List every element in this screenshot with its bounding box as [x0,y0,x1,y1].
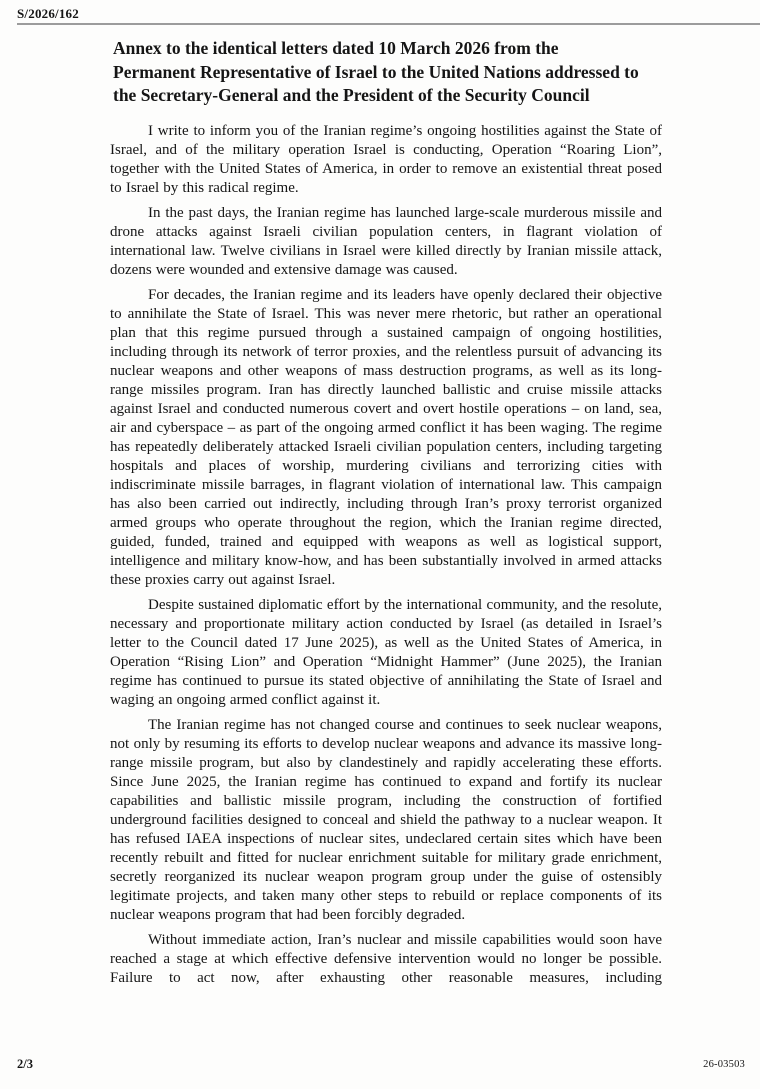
document-body [110,37,662,988]
header-rule [17,23,760,25]
body-paragraph-1: I write to inform you of the Iranian regime’s ongoing hostilities against the State of Israel, and of the military operation Israel is conducting, Operation “Roaring Lion”, together with the United States of America, in order to remove an existential threat posed to Israel by this radical regime. [110,122,662,196]
body-paragraph-4: Despite sustained diplomatic effort by the international community, and the resolute, necessary and proportionate military action conducted by Israel (as detailed in Israel’s letter to the Council dated 17 June 2025), as well as the United States of America, in Operation “Rising Lion” and Operation “Midnight Hammer” (June 2025), the Iranian regime has continued to pursue its stated objective of annihilating the State of Israel and waging an ongoing armed conflict against it. [110,596,662,708]
body-paragraph-2: In the past days, the Iranian regime has launched large-scale murderous missile and drone attacks against Israeli civilian population centers, in flagrant violation of international law. Twelve civilians in Israel were killed directly by Iranian missile attack, dozens were wounded and extensive damage was caused. [110,204,662,278]
body-paragraph-5: The Iranian regime has not changed course and continues to seek nuclear weapons, not only by resuming its efforts to develop nuclear weapons and advance its massive long-range missile program, but also by clandestinely and rapidly accelerating these efforts. Since June 2025, the Iranian regime has continued to expand and fortify its nuclear capabilities and ballistic missile program, including the construction of fortified underground facilities designed to conceal and shield the pathway to a nuclear weapon. It has refused IAEA inspections of nuclear sites, undeclared certain sites which have been recently rebuilt and fitted for nuclear enrichment suitable for military grade enrichment, secretly reorganized its nuclear weapon program group under the guise of ostensibly legitimate projects, and taken many other steps to rebuild or replace components of its nuclear weapons program that had been forcibly degraded. [110,716,662,923]
body-paragraph-3: For decades, the Iranian regime and its leaders have openly declared their objective to annihilate the State of Israel. This was never mere rhetoric, but rather an operational plan that this regime pursued through a sustained campaign of ongoing hostilities, including through its network of terror proxies, and the relentless pursuit of advancing its nuclear weapons and other weapons of mass destruction programs, as well as its long-range missiles program. Iran has directly launched ballistic and cruise missile attacks against Israel and conducted numerous covert and overt hostile operations – on land, sea, air and cyberspace – as part of the ongoing armed conflict it has been waging. The regime has repeatedly deliberately attacked Israeli civilian population centers, including targeting hospitals and places of worship, murdering civilians and terrorizing cities with indiscriminate missile barrages, in flagrant violation of international law. This campaign has also been carried out indirectly, including through Iran’s proxy terrorist organized armed groups who operate throughout the region, which the Iranian regime directed, guided, funded, trained and equipped with weapons as well as logistical support, intelligence and military know-how, and has been substantially involved in armed attacks these proxies carry out against Israel. [110,286,662,588]
document-symbol: S/2026/162 [17,6,79,21]
footer-page-number: 2/3 [17,1057,33,1071]
footer-job-number: 26-03503 [703,1059,745,1070]
body-paragraph-6: Without immediate action, Iran’s nuclear and missile capabilities would soon have reached a stage at which effective defensive intervention would no longer be possible. Failure to act now, after exhausting other reasonable measures, including [110,931,662,986]
annex-title: Annex to the identical letters dated 10 March 2026 from the Permanent Representative of Israel to the United Nations addressed to the Secretary-General and the President of the Security Council [113,38,639,105]
